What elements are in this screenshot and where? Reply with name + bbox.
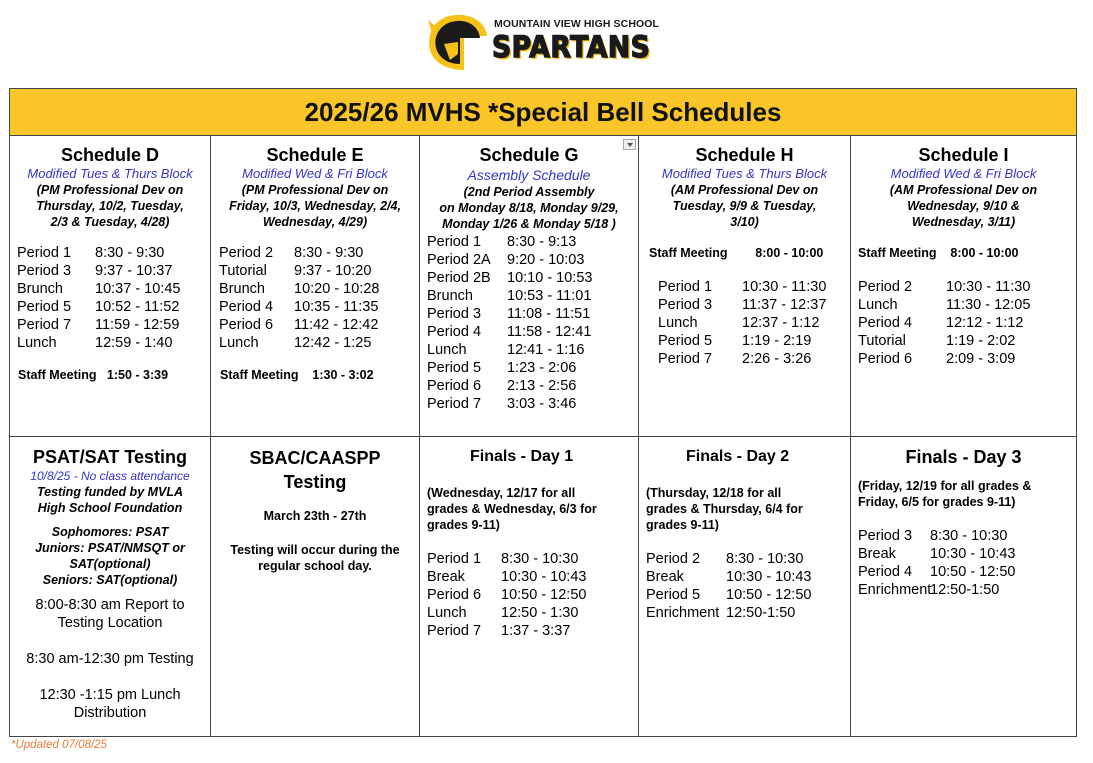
period-row xyxy=(427,377,638,395)
period-time: 11:30 - 12:05 xyxy=(946,297,1031,313)
period-row xyxy=(427,305,638,323)
period-label: Period 4 xyxy=(219,299,274,315)
period-time: 8:30 - 9:30 xyxy=(294,245,364,261)
period-label: Enrichment xyxy=(858,582,932,598)
period-time: 1:23 - 2:06 xyxy=(507,360,577,376)
period-label: Period 6 xyxy=(858,351,913,367)
period-row xyxy=(17,316,210,334)
period-label: Enrichment xyxy=(646,605,720,621)
period-time: 10:50 - 12:50 xyxy=(501,587,587,603)
period-row xyxy=(219,280,419,298)
period-label: Lunch xyxy=(219,335,259,351)
period-row xyxy=(219,244,419,262)
schedule-d-staff-meeting: Staff Meeting 1:50 - 3:39 xyxy=(18,368,169,382)
schedule-e-note: (PM Professional Dev on Friday, 10/3, Wednesday, 2/4, Wednesday, 4/29) xyxy=(229,183,401,229)
finals-day1-note: (Wednesday, 12/17 for all grades & Wednesday, 6/3 for grades 9-11) xyxy=(427,486,597,532)
psat-testing: 8:30 am-12:30 pm Testing xyxy=(26,651,194,667)
psat-lunch: 12:30 -1:15 pm Lunch Distribution xyxy=(39,687,181,721)
period-row xyxy=(858,278,1076,296)
period-row xyxy=(646,586,850,604)
period-row xyxy=(858,581,1076,599)
schedule-g-periods xyxy=(420,233,638,413)
finals-day3-note: (Friday, 12/19 for all grades & Friday, 6/5 for grades 9-11) xyxy=(858,479,1032,509)
period-time: 12:59 - 1:40 xyxy=(95,335,173,351)
dropdown-icon[interactable] xyxy=(623,139,636,150)
period-row xyxy=(17,280,210,298)
schedule-i-staff-meeting: Staff Meeting 8:00 - 10:00 xyxy=(858,246,1019,260)
schedule-h-cell xyxy=(639,136,851,437)
period-time: 10:35 - 11:35 xyxy=(294,299,379,315)
period-label: Period 2 xyxy=(219,245,274,261)
period-label: Lunch xyxy=(427,342,467,358)
schedule-g-cell xyxy=(420,136,639,437)
psat-date-note: 10/8/25 - No class attendance xyxy=(30,469,190,483)
period-time: 11:59 - 12:59 xyxy=(95,317,180,333)
period-label: Period 5 xyxy=(17,299,72,315)
period-time: 8:30 - 9:30 xyxy=(95,245,165,261)
period-label: Period 3 xyxy=(858,528,913,544)
schedule-e-staff-meeting: Staff Meeting 1:30 - 3:02 xyxy=(220,368,374,382)
period-time: 2:09 - 3:09 xyxy=(946,351,1016,367)
period-label: Brunch xyxy=(17,281,63,297)
period-label: Period 4 xyxy=(427,324,482,340)
period-time: 10:30 - 10:43 xyxy=(930,546,1016,562)
period-time: 9:37 - 10:20 xyxy=(294,263,372,279)
period-row xyxy=(17,298,210,316)
period-time: 10:30 - 10:43 xyxy=(726,569,812,585)
period-row xyxy=(658,278,850,296)
psat-title: PSAT/SAT Testing xyxy=(32,447,187,467)
period-time: 10:30 - 11:30 xyxy=(946,279,1031,295)
schedule-h-staff-meeting: Staff Meeting 8:00 - 10:00 xyxy=(649,246,824,260)
psat-report: 8:00-8:30 am Report to Testing Location xyxy=(35,597,185,631)
period-label: Period 7 xyxy=(427,396,482,412)
period-time: 10:37 - 10:45 xyxy=(95,281,181,297)
period-row xyxy=(427,395,638,413)
period-row xyxy=(646,550,850,568)
schedule-d-title: Schedule D xyxy=(60,145,160,165)
period-label: Period 5 xyxy=(646,587,701,603)
finals-day2-cell xyxy=(639,437,851,736)
finals-day3-title: Finals - Day 3 xyxy=(905,447,1022,467)
sbac-dates: March 23th - 27th xyxy=(263,509,367,523)
period-time: 10:50 - 12:50 xyxy=(726,587,812,603)
period-label: Tutorial xyxy=(858,333,906,349)
period-label: Period 6 xyxy=(427,587,482,603)
period-time: 11:42 - 12:42 xyxy=(294,317,379,333)
finals-day1-periods xyxy=(420,550,638,640)
period-row xyxy=(658,350,850,368)
period-time: 12:50-1:50 xyxy=(726,605,796,621)
period-label: Lunch xyxy=(427,605,467,621)
schedule-table xyxy=(9,88,1077,737)
period-row xyxy=(646,604,850,622)
period-label: Brunch xyxy=(219,281,265,297)
schedule-e-title: Schedule E xyxy=(266,145,364,165)
period-time: 12:50-1:50 xyxy=(930,582,1000,598)
schedule-i-note: (AM Professional Dev on Wednesday, 9/10 & Wednesday, 3/11) xyxy=(889,183,1038,229)
schedule-g-block: Assembly Schedule xyxy=(467,167,591,183)
period-label: Break xyxy=(858,546,896,562)
period-row xyxy=(427,550,638,568)
period-time: 12:12 - 1:12 xyxy=(946,315,1024,331)
period-time: 10:30 - 10:43 xyxy=(501,569,587,585)
schedule-h-block: Modified Tues & Thurs Block xyxy=(661,166,828,181)
period-label: Brunch xyxy=(427,288,473,304)
period-row xyxy=(858,314,1076,332)
period-row xyxy=(427,604,638,622)
period-row xyxy=(219,334,419,352)
school-logo xyxy=(424,10,669,72)
finals-day1-cell xyxy=(420,437,639,736)
schedule-d-cell xyxy=(10,136,211,437)
period-label: Period 5 xyxy=(427,360,482,376)
sbac-note: Testing will occur during the regular school day. xyxy=(230,543,400,573)
period-row xyxy=(219,316,419,334)
schedule-i-periods xyxy=(851,278,1076,368)
period-row xyxy=(17,262,210,280)
schedule-g-title: Schedule G xyxy=(479,145,579,165)
period-label: Lunch xyxy=(658,315,698,331)
page-title: 2025/26 MVHS *Special Bell Schedules xyxy=(304,97,782,127)
period-time: 10:53 - 11:01 xyxy=(507,288,592,304)
psat-cell xyxy=(10,437,211,736)
period-time: 3:03 - 3:46 xyxy=(507,396,577,412)
finals-day2-title: Finals - Day 2 xyxy=(686,448,790,465)
period-row xyxy=(427,568,638,586)
period-row xyxy=(658,296,850,314)
period-row xyxy=(427,251,638,269)
period-time: 2:13 - 2:56 xyxy=(507,378,577,394)
period-row xyxy=(427,323,638,341)
period-time: 8:30 - 10:30 xyxy=(501,551,579,567)
period-row xyxy=(658,332,850,350)
period-time: 2:26 - 3:26 xyxy=(742,351,812,367)
period-row xyxy=(858,527,1076,545)
period-row xyxy=(427,586,638,604)
period-time: 12:50 - 1:30 xyxy=(501,605,579,621)
period-row xyxy=(427,341,638,359)
finals-day3-periods xyxy=(851,527,1076,599)
period-row xyxy=(646,568,850,586)
finals-day2-note: (Thursday, 12/18 for all grades & Thursday, 6/4 for grades 9-11) xyxy=(646,486,803,532)
period-label: Period 6 xyxy=(219,317,274,333)
period-row xyxy=(219,298,419,316)
period-label: Period 1 xyxy=(17,245,72,261)
period-label: Period 7 xyxy=(658,351,713,367)
period-time: 8:30 - 10:30 xyxy=(930,528,1008,544)
period-row xyxy=(858,296,1076,314)
period-row xyxy=(427,269,638,287)
spartan-helmet-icon xyxy=(424,10,490,72)
updated-note: *Updated 07/08/25 xyxy=(11,739,107,751)
period-row xyxy=(17,244,210,262)
period-label: Period 4 xyxy=(858,564,913,580)
period-time: 8:30 - 10:30 xyxy=(726,551,804,567)
period-time: 8:30 - 9:13 xyxy=(507,234,577,250)
period-label: Period 3 xyxy=(658,297,713,313)
period-time: 1:19 - 2:02 xyxy=(946,333,1016,349)
finals-day3-cell xyxy=(851,437,1076,736)
schedule-d-note: (PM Professional Dev on Thursday, 10/2, Tuesday, 2/3 & Tuesday, 4/28) xyxy=(36,183,184,229)
period-row xyxy=(427,622,638,640)
psat-funded-note: Testing funded by MVLA High School Foundation xyxy=(36,485,184,515)
period-time: 12:42 - 1:25 xyxy=(294,335,372,351)
period-row xyxy=(427,233,638,251)
period-label: Period 1 xyxy=(658,279,713,295)
finals-day1-title: Finals - Day 1 xyxy=(470,448,574,465)
period-time: 11:08 - 11:51 xyxy=(507,306,591,322)
schedule-g-note: (2nd Period Assembly on Monday 8/18, Monday 9/29, Monday 1/26 & Monday 5/18 ) xyxy=(439,185,619,231)
period-label: Period 6 xyxy=(427,378,482,394)
period-time: 11:37 - 12:37 xyxy=(742,297,827,313)
period-time: 9:37 - 10:37 xyxy=(95,263,173,279)
sbac-cell xyxy=(211,437,420,736)
schedule-h-periods xyxy=(639,278,850,368)
schedule-e-cell xyxy=(211,136,420,437)
title-bar xyxy=(10,89,1076,136)
period-label: Period 3 xyxy=(427,306,482,322)
period-label: Period 2B xyxy=(427,270,491,286)
period-row xyxy=(427,287,638,305)
period-time: 12:37 - 1:12 xyxy=(742,315,820,331)
period-time: 1:19 - 2:19 xyxy=(742,333,812,349)
finals-day2-periods xyxy=(639,550,850,622)
period-time: 10:30 - 11:30 xyxy=(742,279,827,295)
period-row xyxy=(858,563,1076,581)
period-label: Period 2 xyxy=(858,279,913,295)
period-time: 12:41 - 1:16 xyxy=(507,342,585,358)
period-label: Period 3 xyxy=(17,263,72,279)
period-label: Period 2 xyxy=(646,551,701,567)
schedule-e-periods xyxy=(211,244,419,352)
period-label: Period 1 xyxy=(427,551,482,567)
schedule-h-note: (AM Professional Dev on Tuesday, 9/9 & Tuesday, 3/10) xyxy=(670,183,819,229)
period-label: Lunch xyxy=(17,335,57,351)
period-time: 10:50 - 12:50 xyxy=(930,564,1016,580)
period-label: Period 4 xyxy=(858,315,913,331)
period-label: Period 1 xyxy=(427,234,482,250)
period-time: 10:20 - 10:28 xyxy=(294,281,380,297)
period-row xyxy=(858,545,1076,563)
schedule-i-cell xyxy=(851,136,1076,437)
period-label: Period 7 xyxy=(427,623,482,639)
schedule-i-block: Modified Wed & Fri Block xyxy=(890,166,1037,181)
schedule-d-block: Modified Tues & Thurs Block xyxy=(27,166,193,181)
period-row xyxy=(17,334,210,352)
team-name: SPARTANS xyxy=(492,30,651,64)
period-time: 10:10 - 10:53 xyxy=(507,270,593,286)
period-time: 11:58 - 12:41 xyxy=(507,324,592,340)
period-row xyxy=(858,350,1076,368)
period-row xyxy=(427,359,638,377)
school-name: MOUNTAIN VIEW HIGH SCHOOL xyxy=(494,18,660,30)
period-time: 9:20 - 10:03 xyxy=(507,252,585,268)
psat-grades: Sophomores: PSAT Juniors: PSAT/NMSQT or SAT(optional) Seniors: SAT(optional) xyxy=(35,525,185,587)
sbac-title: SBAC/CAASPP Testing xyxy=(249,448,381,492)
schedule-h-title: Schedule H xyxy=(695,145,794,165)
schedule-i-title: Schedule I xyxy=(918,145,1009,165)
period-label: Lunch xyxy=(858,297,898,313)
period-label: Tutorial xyxy=(219,263,267,279)
period-label: Break xyxy=(427,569,465,585)
schedule-d-periods xyxy=(10,244,210,352)
period-label: Period 2A xyxy=(427,252,491,268)
period-time: 10:52 - 11:52 xyxy=(95,299,180,315)
period-row xyxy=(858,332,1076,350)
period-row xyxy=(219,262,419,280)
schedule-e-block: Modified Wed & Fri Block xyxy=(242,166,388,181)
period-row xyxy=(658,314,850,332)
period-label: Period 5 xyxy=(658,333,713,349)
period-time: 1:37 - 3:37 xyxy=(501,623,571,639)
period-label: Break xyxy=(646,569,684,585)
period-label: Period 7 xyxy=(17,317,72,333)
